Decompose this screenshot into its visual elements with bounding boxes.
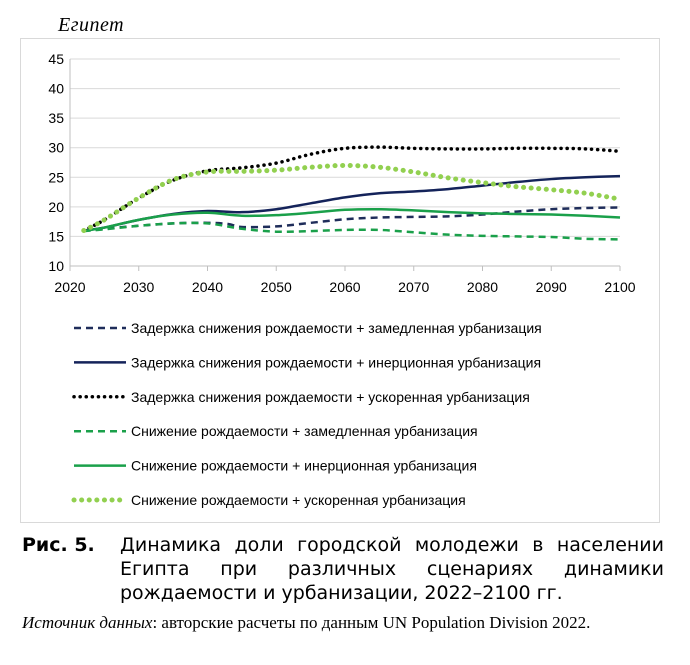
legend-label-1: Задержка снижения рождаемости + замедленная урбанизация xyxy=(131,320,542,336)
x-tick-label: 2040 xyxy=(191,279,224,295)
legend-label-2: Задержка снижения рождаемости + инерционная урбанизация xyxy=(131,354,542,371)
legend-label-5: Снижение рождаемости + инерционная урбанизация xyxy=(131,457,477,474)
x-tick-label: 2030 xyxy=(123,279,155,295)
legend-label-4: Снижение рождаемости + замедленная урбанизация xyxy=(131,423,478,440)
y-tick-label: 30 xyxy=(48,139,64,156)
x-tick-label: 2100 xyxy=(604,279,636,295)
x-tick-label: 2070 xyxy=(398,279,430,295)
y-tick-label: 20 xyxy=(48,198,64,215)
y-tick-label: 15 xyxy=(48,228,64,245)
x-tick-label: 2080 xyxy=(466,279,499,295)
source-text: : авторские расчеты по данным UN Population Division 2022. xyxy=(152,613,591,632)
x-tick-label: 2050 xyxy=(260,279,292,295)
caption-text: Динамика доли городской молодежи в населении Египта при различных сценариях динамики рождаемости и урбанизации, 2022–2100 гг. xyxy=(120,534,664,604)
series-group xyxy=(84,147,620,239)
figure-caption xyxy=(22,533,664,605)
series-line-5 xyxy=(84,209,620,231)
series-line-1 xyxy=(84,207,620,230)
y-tick-label: 25 xyxy=(48,169,64,186)
x-tick-label: 2090 xyxy=(535,279,567,295)
x-tick-label: 2020 xyxy=(54,279,86,295)
y-tick-label: 45 xyxy=(48,51,64,67)
legend-label-3: Задержка снижения рождаемости + ускоренная урбанизация xyxy=(131,388,530,405)
legend xyxy=(74,320,542,508)
y-tick-label: 10 xyxy=(48,258,64,274)
legend-label-6: Снижение рождаемости + ускоренная урбанизация xyxy=(131,492,466,508)
source-label: Источник данных xyxy=(22,613,153,632)
chart-title: Египет xyxy=(58,14,125,36)
y-tick-label: 40 xyxy=(48,80,64,97)
caption-label: Рис. 5. xyxy=(22,534,95,556)
x-tick-label: 2060 xyxy=(329,279,361,295)
series-line-6 xyxy=(84,165,620,230)
y-tick-label: 35 xyxy=(48,110,64,127)
axes xyxy=(48,51,635,295)
source-note xyxy=(22,612,665,634)
